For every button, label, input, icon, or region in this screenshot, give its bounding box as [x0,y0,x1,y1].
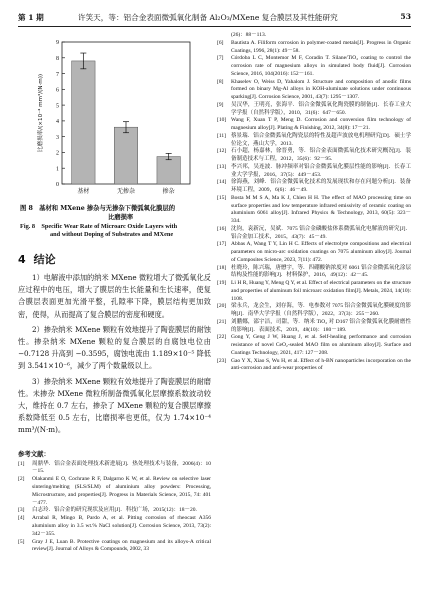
reference-item [217,358,411,374]
right-column [217,32,411,373]
reference-item [217,334,411,357]
reference-item [217,241,411,264]
reference-number [217,32,231,40]
y-tick-label: 9 [56,40,59,47]
reference-text: 石小超，杨嘉林，徐晋勇，等．铝合金表面微弧氧化技术研究概况[J]．装备制造技术与工程，2012，35(6)：92－95. [231,148,411,162]
reference-text: Olakanmi E O, Cochrane R F, Dalgarno K W, et al. Review on selective laser sintering/melting (SLS/SLM) of aluminium alloy powders: Processing, Microstructure, and properties[J]. Progress in Materials Science, 2015, 74: 401－477. [32,476,211,506]
section-title: 结论 [33,253,56,266]
header-rule [18,26,411,27]
reference-number: [2] [18,476,25,483]
reference-item [217,133,411,149]
reference-item [18,476,211,507]
running-header [18,12,411,24]
figure-caption-cn-line2: 比磨损率 [108,214,134,221]
reference-number: [10] [217,117,227,124]
y-tick-label: 6 [56,87,59,94]
reference-item [18,515,211,538]
reference-item [217,280,411,303]
reference-number: [18] [217,264,227,271]
x-tick-label: 掺杂 [162,188,175,195]
reference-number: [13] [217,163,227,170]
reference-item [18,539,211,555]
y-tick-label: 7 [56,71,59,78]
y-tick-label: 1 [56,166,59,173]
reference-text: 沈钧，袁新沅，吴斌．7075 铝合金磷酸盐体系微弧氧化电解液的研究[J]．铝合金加工技术，2015，43(7)：45－49. [231,225,411,240]
figure-caption-cn-line1: 图 8 基材和 MXene 掺杂与无掺杂下微弧氧化膜层的 [20,205,176,212]
reference-item [217,102,411,118]
reference-text: Gong Y, Geng J W, Huang J, et al. Self-healing performance and corrosion resistance of novel CeO₂-sealed MAO film on aluminum alloy[J]. Surface and Coatings Technology, 2021, 417: 127－208. [231,334,411,356]
reference-list-left [18,461,211,555]
reference-text: 吴汉华，王明亮，张海平．铝合金微弧氧化陶瓷膜的制备[J]．长春工业大学学报（自然科学版），2010，31(6)：647－650. [231,101,411,116]
y-tick-label: 5 [56,103,59,110]
reference-text: 周鼎华．铝合金表面处理技术新进展[J]．热处理技术与装备，2006(4)：10－15. [32,460,211,475]
reference-text: Li H R, Huang Y, Meng Q Y, et al. Effect of electrical parameters on the structure and properties of aluminum foil microarc oxidation film[J]. Metals, 2024, 14(10): 1108. [231,280,411,302]
left-column [18,32,211,554]
reference-number: [7] [217,55,224,62]
issue-label: 第 1 期 [18,13,44,22]
reference-number: [6] [217,39,224,46]
reference-item [217,55,411,78]
reference-number: [19] [217,280,227,286]
reference-text: 李兴邦，吴连波．脉冲频率对铝合金微弧氧化膜层性能的影响[J]．长春工业大学学报，2016，37(5)：449－453. [231,163,411,178]
reference-text: 刘鹏娜，邵宇洁，司甜，等．纳米 TiO₂ 对 D167 铝合金微弧氧化膜耐磨性的影响[J]．表面技术，2019，48(10)：180－189. [231,318,411,333]
reference-text: 白志玲．铝合金的研究现状及应用[J]．科技广场，2015(12)：18－20. [32,507,197,514]
reference-item [217,265,411,281]
x-tick-label: 无掺杂 [116,188,136,195]
reference-text: Córdoba L C, Montemor M F, Coradin T. Silane/TiO₂ coating to control the corrosion rate of magnesium alloys in simulated body fluid[J]. Corrosion Science, 2016, 104(2016): 152－161. [231,55,411,77]
reference-number: [5] [18,538,25,545]
reference-text: Abbas A, Wang T Y, Lin H C. Effects of electrolyte compositions and electrical parameters on micro-arc oxidation coatings on 7075 aluminum alloy[J]. Journal of Composites Science, 2023, 7(11): 472. [231,241,411,263]
reference-number: [12] [217,148,227,155]
reference-text: Bautista A. Filiform corrosion in polymer-coated metals[J]. Progress in Organic Coatings, 1996, 28(1): 49－58. [231,39,411,54]
bar [114,127,137,184]
reference-number: [11] [217,132,226,139]
reference-text: Arrabal R, Mingo B, Pardo A, et al. Pitting corrosion of rheocast A356 aluminium alloy in 3.5 wt.% NaCl solution[J]. Corrosion Science, 2013, 73(2): 342－355. [32,515,211,537]
reference-text: Bosta M M S A, Ma K J, Chien H H. The effect of MAO processing time on surface properties and low temperature infrared emissivity of ceramic coating on aluminium 6061 alloy[J]. Infrared Physics & Technology, 2013, 60(5): 323－334. [231,194,411,224]
reference-item [217,179,411,195]
reference-text: 梁永兵，龙会生，刘存海，等．电参数对 7075 铝合金微弧氧化膜硬度的影响[J]．南华大学学报（自然科学版），2022，37(3)：255－260. [231,303,411,317]
conclusion-paragraph: 1）电解液中添加的纳米 MXene 微粒增大了微弧氧化反应过程中的电压，增大了膜层的生长能量和生长速率，使复合膜层表面更加光滑平整，孔隙率下降，膜层结构更加致密，使得，从而提高了复合膜层的密度和硬度。 [18,273,211,319]
figure-caption-en-line1: Fig. 8 Specific Wear Rate of Microarc Oxide Layers with [20,223,178,230]
reference-text: Gray J E, Luan B. Protective coatings on magnesium and its alloys-A critical review[J]. Journal of Alloys & Compounds, 2002, 33 [32,538,211,553]
y-tick-label: 2 [56,150,59,157]
reference-item [217,226,411,242]
reference-text: 杜晓玲，陈兴瑞，唐懋宇，等．四硼酸钠浓度对 6061 铝合金微弧氧化涂层结构及性能的影响[J]．材料保护，2016，49(12)：42－45. [231,264,411,279]
section-number: 4 [18,253,26,266]
reference-item [217,303,411,319]
figure-caption-en-line2: and without Doping of Substrates and MXene [50,231,174,238]
reference-number: [14] [217,179,227,186]
reference-number: [17] [217,241,227,248]
reference-number: [21] [217,318,227,325]
bar-chart [18,32,211,202]
y-axis-label: 比磨损率/(×10⁻⁴ mm³/(N·m)) [38,73,44,153]
reference-number: [1] [18,460,25,467]
reference-item [217,164,411,180]
reference-number: [3] [18,507,25,514]
figure-caption-cn [18,204,211,222]
reference-number: [4] [18,515,25,522]
reference-item [217,319,411,335]
reference-text: 蔡景瑞．铝合金微弧氧化陶瓷层的特性及超声波放电机理研究[D]．硕士学位论文，燕山大学，2013. [231,132,411,147]
y-tick-label: 8 [56,55,59,62]
reference-number: [23] [217,357,227,364]
y-tick-label: 4 [56,119,59,126]
reference-item [217,148,411,164]
y-tick-label: 3 [56,134,59,141]
conclusion-paragraph: 3）掺杂纳米 MXene 颗粒有效地提升了陶瓷膜层的耐磨性。未掺杂 MXene 微粒所制备微弧氧化层摩擦系数波动较大，维持在 0.7 左右，掺杂了 MXene 颗粒的复合膜层摩擦系数降低至 0.5 左右，比磨损率也更低，仅为 1.74×10⁻⁴ mm³/(N·m)。 [18,376,211,435]
reference-text: Gao Y X, Xiao S, Wu H, et al. Effect of h-BN nanoparticles incorporation on the anti-corrosion and anti-wear properties of [231,357,411,372]
bar [157,157,180,184]
reference-list-right [217,32,411,373]
reference-item [217,117,411,133]
references-heading: 参考文献： [18,449,50,458]
reference-number: [22] [217,334,227,341]
reference-number: [20] [217,303,227,310]
y-tick-label: 0 [56,182,59,189]
reference-number: [16] [217,225,227,232]
reference-text: Khaselev O, Weiss D, Yahalom J. Structure and composition of anodic films formed on binary Mg-Al alloys in KOH-aluminate solutions under continuous sparking[J]. Corrosion Science, 2001, 43(7): 1295－1307. [231,78,411,100]
section-heading [18,251,211,269]
reference-number: [8] [217,78,224,85]
conclusion-paragraph: 2）掺杂纳米 MXene 颗粒有效地提升了陶瓷膜层的耐蚀性。掺杂纳米 MXene 颗粒的复合膜层的自腐蚀电位由 −0.7128 升高到 −0.3595，腐蚀电流由 1.189×10⁻⁵ 降低到 3.541×10⁻⁶，减少了两个数量级以上。 [18,324,211,371]
reference-text: (26)：88－113. [231,32,267,38]
bar [72,61,95,184]
figure-caption-en [18,223,211,239]
reference-item [217,40,411,56]
bar-chart-svg [18,32,211,202]
reference-item [217,195,411,226]
reference-number: [15] [217,194,227,201]
reference-text: 徐海燕，刘峰．铝合金微弧氧化技术的发展现状和存在问题分析[J]．装备环境工程，2009，6(6)：46－49. [231,179,411,193]
running-title: 许笑天，等：铝合金表面微弧氧化制备 Al₂O₃/MXene 复合膜层及其性能研究 [78,13,338,22]
reference-item [18,461,211,477]
page-number: 53 [400,12,411,21]
reference-item [217,32,411,40]
reference-item [217,79,411,102]
x-tick-label: 基材 [77,188,90,195]
reference-text: Wang F, Xuan T P, Meng D. Corrosion and conversion film technology of magnesium alloy[J]. Plating & Finishing, 2012, 34(8): 17－21. [231,117,411,131]
reference-number: [9] [217,101,224,108]
